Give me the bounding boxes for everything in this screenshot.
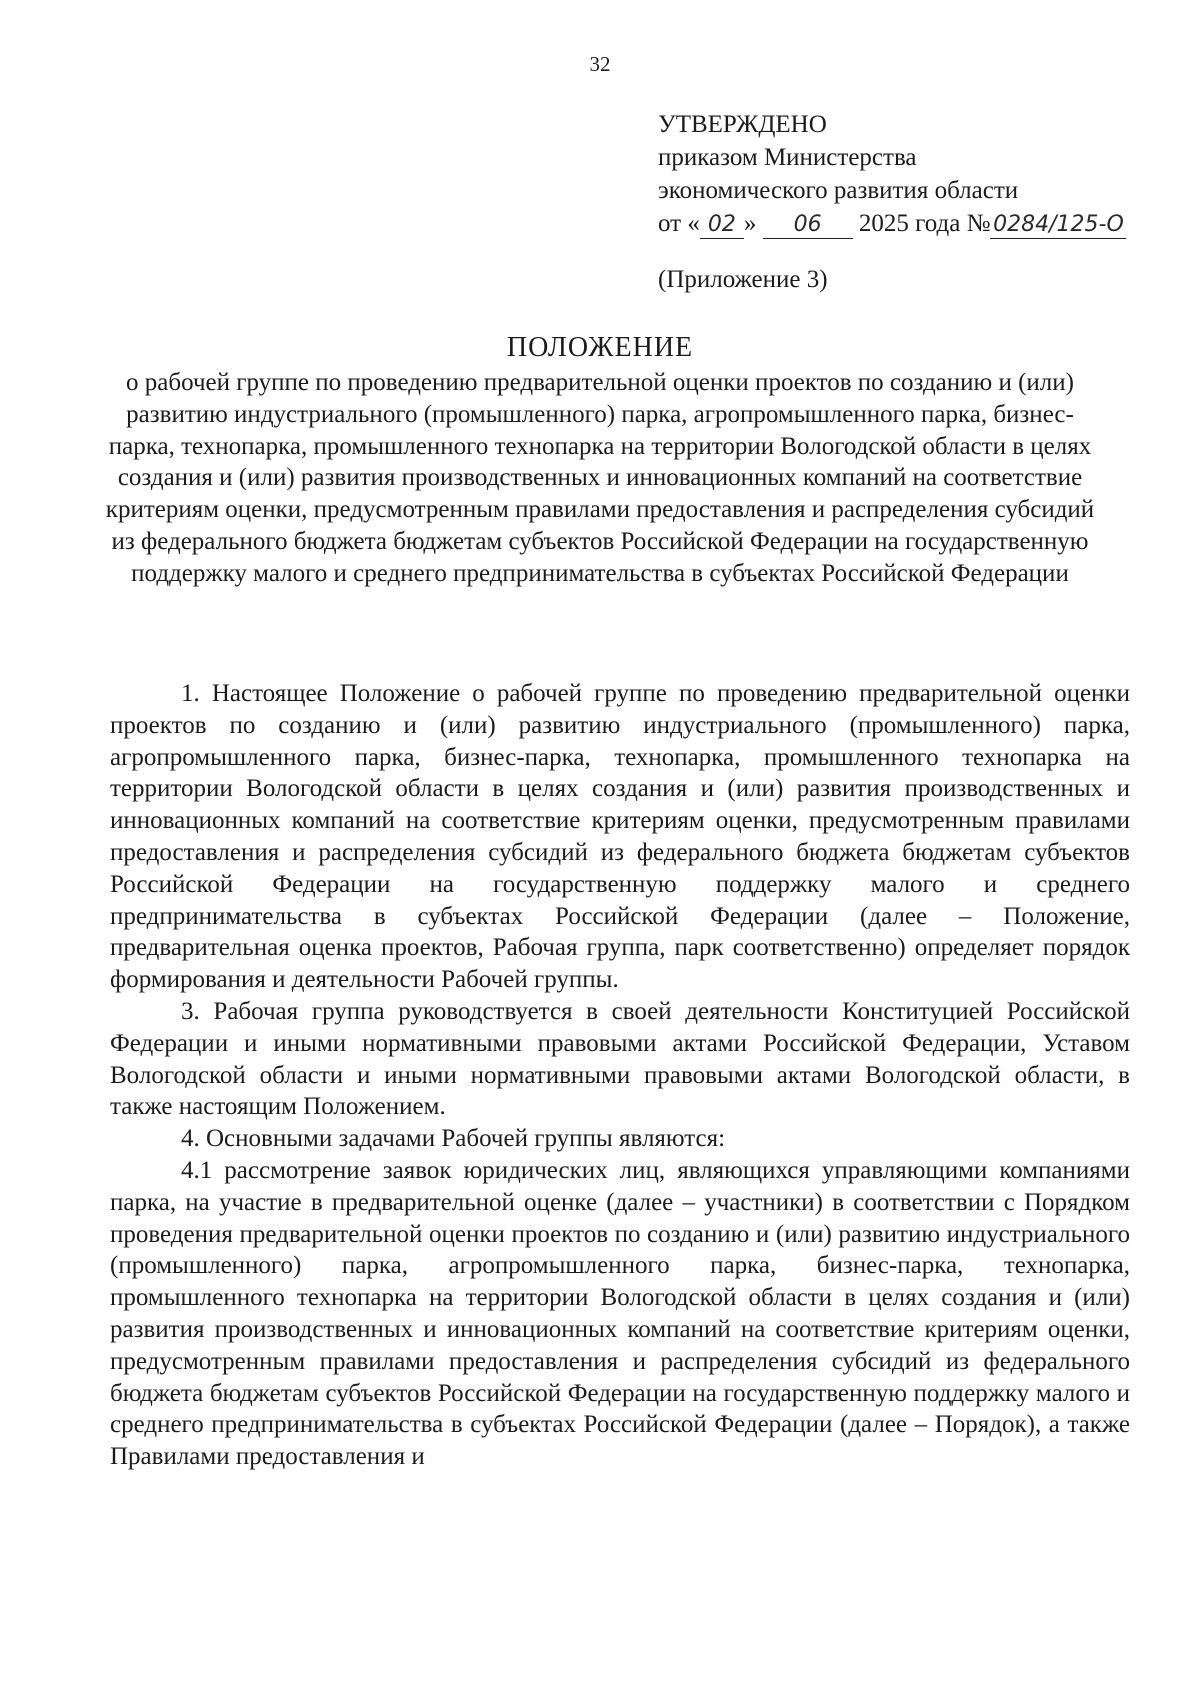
page-number: 32 xyxy=(589,52,611,76)
paragraph-3: 3. Рабочая группа руководствуется в своей деятельности Конституцией Российской Федерации и иными нормативными правовыми актами Российской Федерации, Уставом Вологодской области и иными нормативными правовыми актами Вологодской области, в также настоящим Положением. xyxy=(110,997,1130,1121)
date-year-text: 2025 года № xyxy=(858,210,991,237)
approval-line-ministry: экономического развития области xyxy=(658,177,1019,204)
paragraph-4-1: 4.1 рассмотрение заявок юридических лиц, являющихся управляющими компаниями парка, на участие в предварительной оценке (далее – участники) в соответствии с Порядком проведения предварительной оценки проектов по созданию и (или) развитию индустриального (промышленного) парка, агропромышленного парка, бизнес-парка, технопарка, промышленного технопарка на территории Вологодской области в целях создания и (или) развития производственных и инновационных компаний на соответствие критериям оценки, предусмотренным правилами предоставления и распределения субсидий из федерального бюджета бюджетам субъектов Российской Федерации на государственную поддержку малого и среднего предпринимательства в субъектах Российской Федерации (далее – Порядок), а также Правилами предоставления и xyxy=(110,1156,1130,1471)
date-prefix: от « xyxy=(658,210,700,237)
document-title: ПОЛОЖЕНИЕ xyxy=(506,332,694,363)
document-body xyxy=(110,678,1130,1473)
date-mid: » xyxy=(743,210,757,237)
approval-date-line xyxy=(658,207,1178,240)
document-subtitle: о рабочей группе по проведению предварительной оценки проектов по созданию и (или) развитию индустриального (промышленного) парка, агропромышленного парка, бизнес-парка, технопарка, промышленного технопарка на территории Вологодской области в целях создания и (или) развития производственных и инновационных компаний на соответствие критериям оценки, предусмотренным правилами предоставления и распределения субсидий из федерального бюджета бюджетам субъектов Российской Федерации на государственную поддержку малого и среднего предпринимательства в субъектах Российской Федерации xyxy=(105,369,1095,587)
approval-stamp-block xyxy=(658,108,1178,240)
appendix-label: (Приложение 3) xyxy=(658,266,828,293)
paragraph-4: 4. Основными задачами Рабочей группы являются: xyxy=(181,1125,726,1153)
approval-heading: УТВЕРЖДЕНО xyxy=(658,111,827,138)
approval-line-order: приказом Министерства xyxy=(658,144,917,171)
handwritten-order-number: 0284/125-О xyxy=(990,212,1126,239)
paragraph-1: 1. Настоящее Положение о рабочей группе по проведению предварительной оценки проектов по созданию и (или) развитию индустриального (промышленного) парка, агропромышленного парка, бизнес-парка, технопарка, промышленного технопарка на территории Вологодской области в целях создания и (или) развития производственных и инновационных компаний на соответствие критериям оценки, предусмотренным правилами предоставления и распределения субсидий из федерального бюджета бюджетам субъектов Российской Федерации на государственную поддержку малого и среднего предпринимательства в субъектах Российской Федерации (далее – Положение, предварительная оценка проектов, Рабочая группа, парк соответственно) определяет порядок формирования и деятельности Рабочей группы. xyxy=(110,680,1130,994)
title-block xyxy=(100,330,1100,590)
handwritten-day: 02 xyxy=(700,212,744,239)
handwritten-month: 06 xyxy=(763,212,853,239)
